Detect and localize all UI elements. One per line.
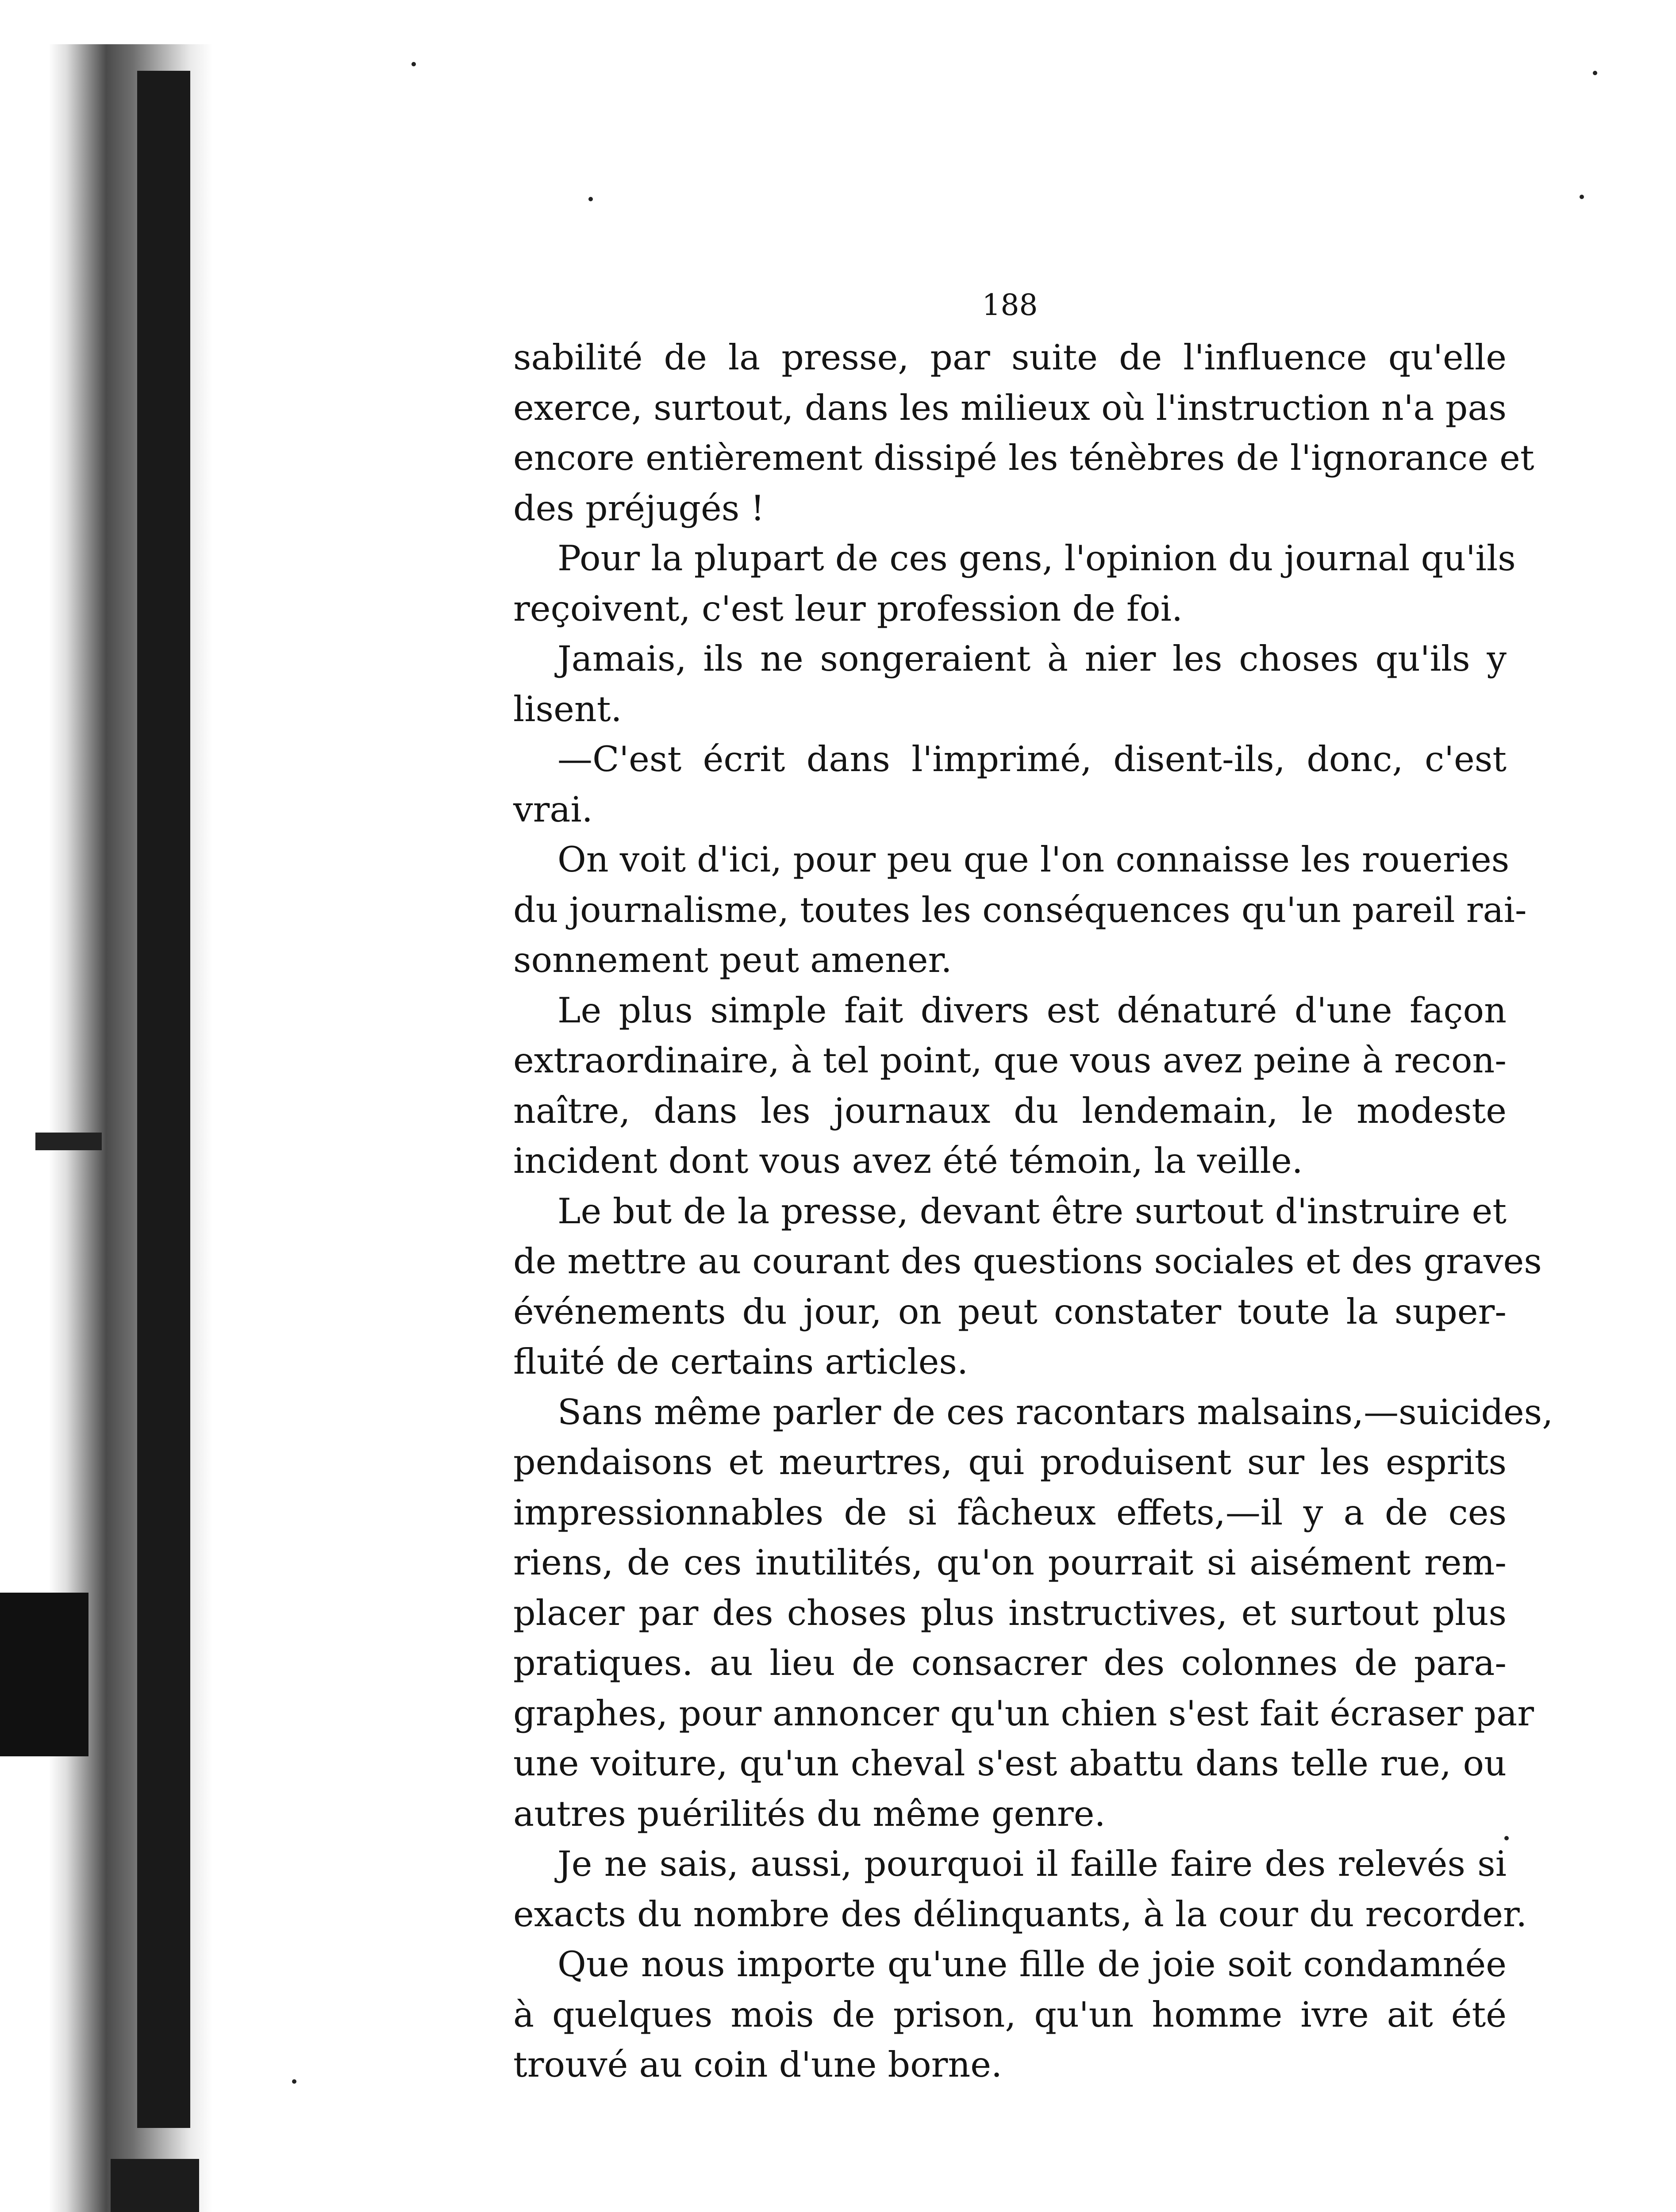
text-line: Sans même parler de ces racontars malsains,—suicides, bbox=[557, 1391, 1553, 1432]
text-line: Pour la plupart de ces gens, l'opinion du journal qu'ils bbox=[557, 538, 1516, 579]
paragraph bbox=[513, 1387, 1553, 1839]
scan-binding-mark bbox=[35, 1133, 102, 1150]
text-line: Je ne sais, aussi, pourquoi il faille faire des relevés si bbox=[557, 1843, 1507, 1884]
text-line: incident dont vous avez été témoin, la veille. bbox=[513, 1141, 1303, 1181]
paragraph bbox=[513, 986, 1507, 1187]
text-line: reçoivent, c'est leur profession de foi. bbox=[513, 588, 1183, 629]
text-line: exerce, surtout, dans les milieux où l'instruction n'a pas bbox=[513, 387, 1507, 428]
text-line: naître, dans les journaux du lendemain, le modeste bbox=[513, 1090, 1507, 1131]
text-line: autres puérilités du même genre. bbox=[513, 1793, 1106, 1834]
page-body bbox=[513, 333, 1553, 2090]
text-line: trouvé au coin d'une borne. bbox=[513, 2044, 1003, 2085]
text-line: extraordinaire, à tel point, que vous avez peine à recon- bbox=[513, 1040, 1507, 1081]
text-line: des préjugés ! bbox=[513, 488, 765, 529]
scan-speck bbox=[588, 197, 593, 201]
paragraph bbox=[513, 534, 1516, 634]
scan-speck bbox=[411, 62, 416, 66]
text-line: une voiture, qu'un cheval s'est abattu dans telle rue, ou bbox=[513, 1743, 1507, 1784]
text-line: On voit d'ici, pour peu que l'on connaisse les roueries bbox=[557, 839, 1510, 880]
paragraph bbox=[513, 333, 1534, 534]
text-line: du journalisme, toutes les conséquences qu'un pareil rai- bbox=[513, 889, 1527, 930]
text-line: Jamais, ils ne songeraient à nier les choses qu'ils y bbox=[557, 638, 1507, 679]
text-line: placer par des choses plus instructives, et surtout plus bbox=[513, 1592, 1507, 1633]
text-line: Le plus simple fait divers est dénaturé d'une façon bbox=[557, 990, 1507, 1031]
paragraph bbox=[513, 835, 1527, 986]
scan-binding-stub bbox=[111, 2159, 199, 2212]
text-line: —C'est écrit dans l'imprimé, disent-ils, donc, c'est bbox=[557, 739, 1507, 780]
page-number: 188 bbox=[982, 288, 1038, 322]
book-page bbox=[513, 283, 1553, 2090]
text-line: impressionnables de si fâcheux effets,—il y a de ces bbox=[513, 1492, 1507, 1533]
scan-speck bbox=[292, 2079, 296, 2084]
paragraph bbox=[513, 1187, 1542, 1387]
text-line: encore entièrement dissipé les ténèbres de l'ignorance et bbox=[513, 438, 1534, 478]
scan-binding-bar bbox=[137, 71, 190, 2128]
text-line: Que nous importe qu'une fille de joie soit condamnée bbox=[557, 1944, 1507, 1985]
paragraph bbox=[513, 1939, 1507, 2090]
text-line: sonnement peut amener. bbox=[513, 940, 952, 980]
scan-binding-block bbox=[0, 1593, 88, 1756]
paragraph bbox=[513, 1839, 1527, 1939]
text-line: sabilité de la presse, par suite de l'influence qu'elle bbox=[513, 337, 1507, 378]
scan-speck bbox=[1593, 71, 1597, 75]
text-line: exacts du nombre des délinquants, à la cour du recorder. bbox=[513, 1893, 1527, 1935]
paragraph bbox=[513, 734, 1507, 835]
paragraph bbox=[513, 634, 1507, 734]
text-line: de mettre au courant des questions sociales et des graves bbox=[513, 1241, 1542, 1282]
text-line: fluité de certains articles. bbox=[513, 1341, 969, 1382]
text-line: événements du jour, on peut constater toute la super- bbox=[513, 1291, 1507, 1332]
text-line: à quelques mois de prison, qu'un homme ivre ait été bbox=[513, 1994, 1507, 2035]
text-line: graphes, pour annoncer qu'un chien s'est fait écraser par bbox=[513, 1693, 1534, 1734]
text-line: lisent. bbox=[513, 688, 622, 730]
text-line: Le but de la presse, devant être surtout d'instruire et bbox=[557, 1190, 1507, 1232]
text-line: vrai. bbox=[513, 789, 593, 830]
text-line: riens, de ces inutilités, qu'on pourrait si aisément rem- bbox=[513, 1542, 1507, 1583]
scan-speck bbox=[1580, 195, 1584, 199]
text-line: pratiques. au lieu de consacrer des colonnes de para- bbox=[513, 1643, 1507, 1683]
text-line: pendaisons et meurtres, qui produisent sur les esprits bbox=[513, 1442, 1507, 1482]
